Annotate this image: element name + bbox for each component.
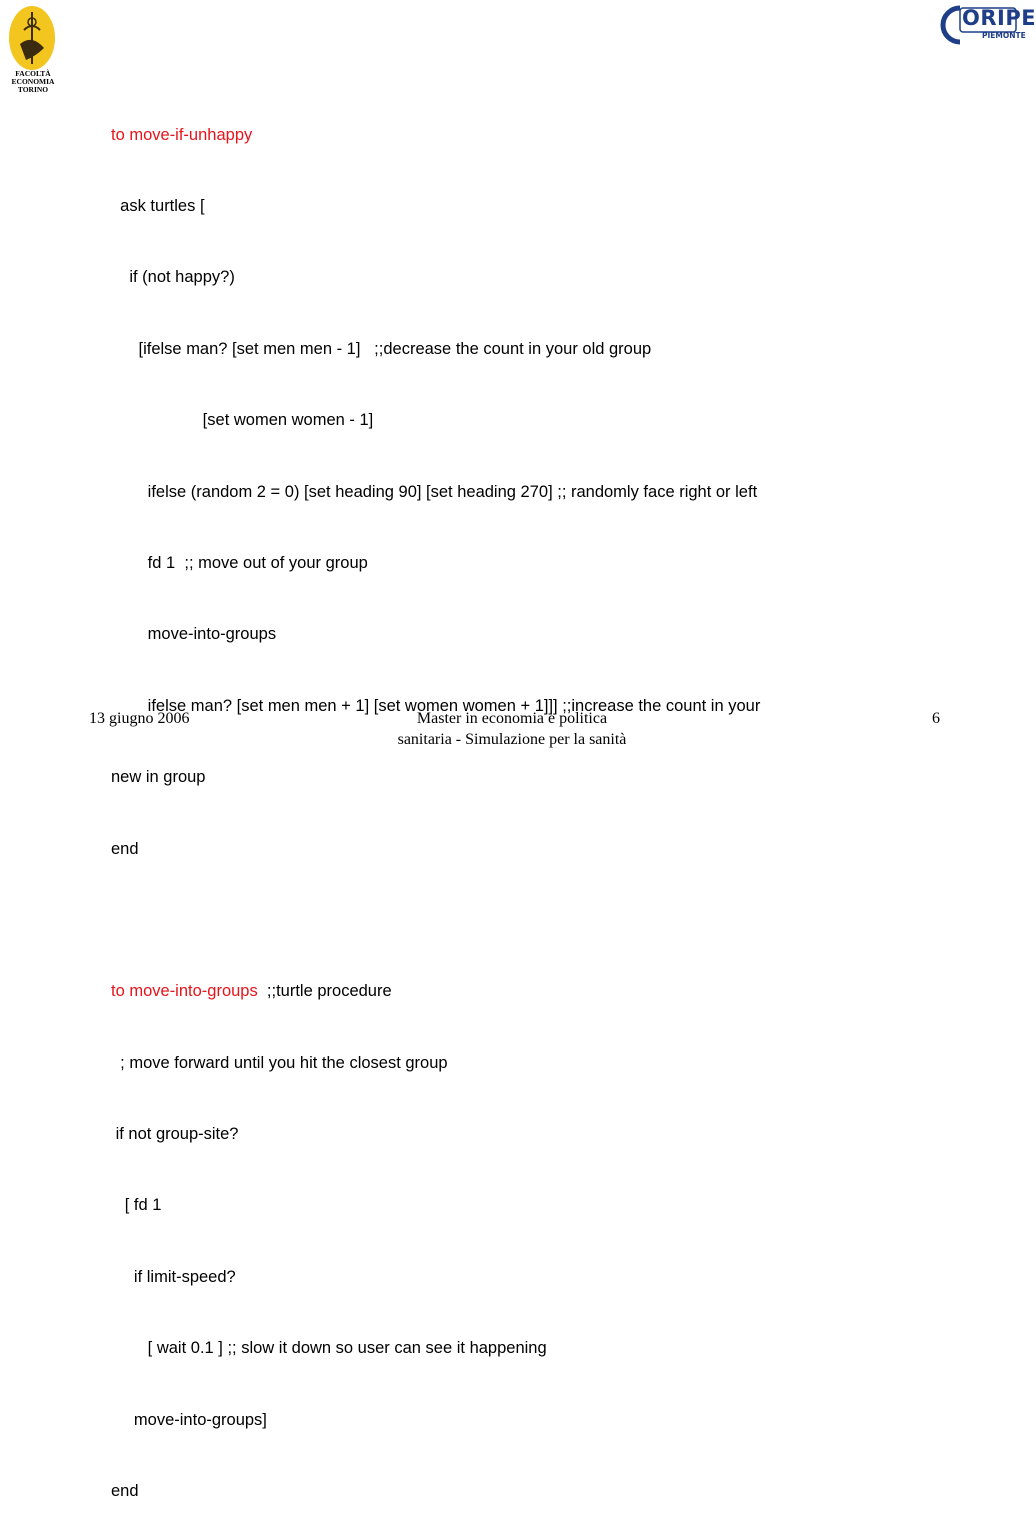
footer-title xyxy=(340,708,684,750)
code-line: [set women women - 1] xyxy=(111,411,374,430)
coripe-logo-main: ORIPE xyxy=(962,6,1036,30)
faculty-logo-text: FACOLTÀ ECONOMIA TORINO xyxy=(11,69,55,94)
footer-title-line: sanitaria - Simulazione per la sanità xyxy=(397,731,627,748)
coripe-logo-sub: PIEMONTE xyxy=(982,31,1026,40)
code-line: end xyxy=(111,839,139,858)
code-line: [ifelse man? [set men men - 1] ;;decrease the count in your old group xyxy=(111,339,652,358)
code-line: if limit-speed? xyxy=(111,1267,236,1286)
code-block xyxy=(111,76,911,1528)
code-line: if not group-site? xyxy=(111,1125,239,1144)
code-line: ifelse man? [set men men + 1] [set women women + 1]]] ;;increase the count in your xyxy=(111,696,761,715)
code-line: if (not happy?) xyxy=(111,268,235,287)
code-line: [ wait 0.1 ] ;; slow it down so user can see it happening xyxy=(111,1339,547,1358)
code-line: ; move forward until you hit the closest group xyxy=(111,1053,448,1072)
blank-line xyxy=(111,909,911,933)
code-line: move-into-groups] xyxy=(111,1410,267,1429)
code-line: ifelse (random 2 = 0) [set heading 90] [set heading 270] ;; randomly face right or left xyxy=(111,482,758,501)
procedure-header: to move-if-unhappy xyxy=(111,125,253,144)
code-line: new in group xyxy=(111,768,206,787)
procedure-header: to move-into-groups xyxy=(111,982,258,1001)
code-line: fd 1 ;; move out of your group xyxy=(111,553,368,572)
code-comment: ;;turtle procedure xyxy=(257,982,392,1001)
code-line: move-into-groups xyxy=(111,625,277,644)
page-number: 6 xyxy=(932,710,940,727)
code-line: [ fd 1 xyxy=(111,1196,162,1215)
procedure-header-line xyxy=(111,980,911,1004)
footer-date: 13 giugno 2006 xyxy=(89,710,190,727)
code-line: end xyxy=(111,1482,139,1501)
code-line: ask turtles [ xyxy=(111,196,205,215)
footer-title-line: Master in economia e politica xyxy=(416,710,608,727)
